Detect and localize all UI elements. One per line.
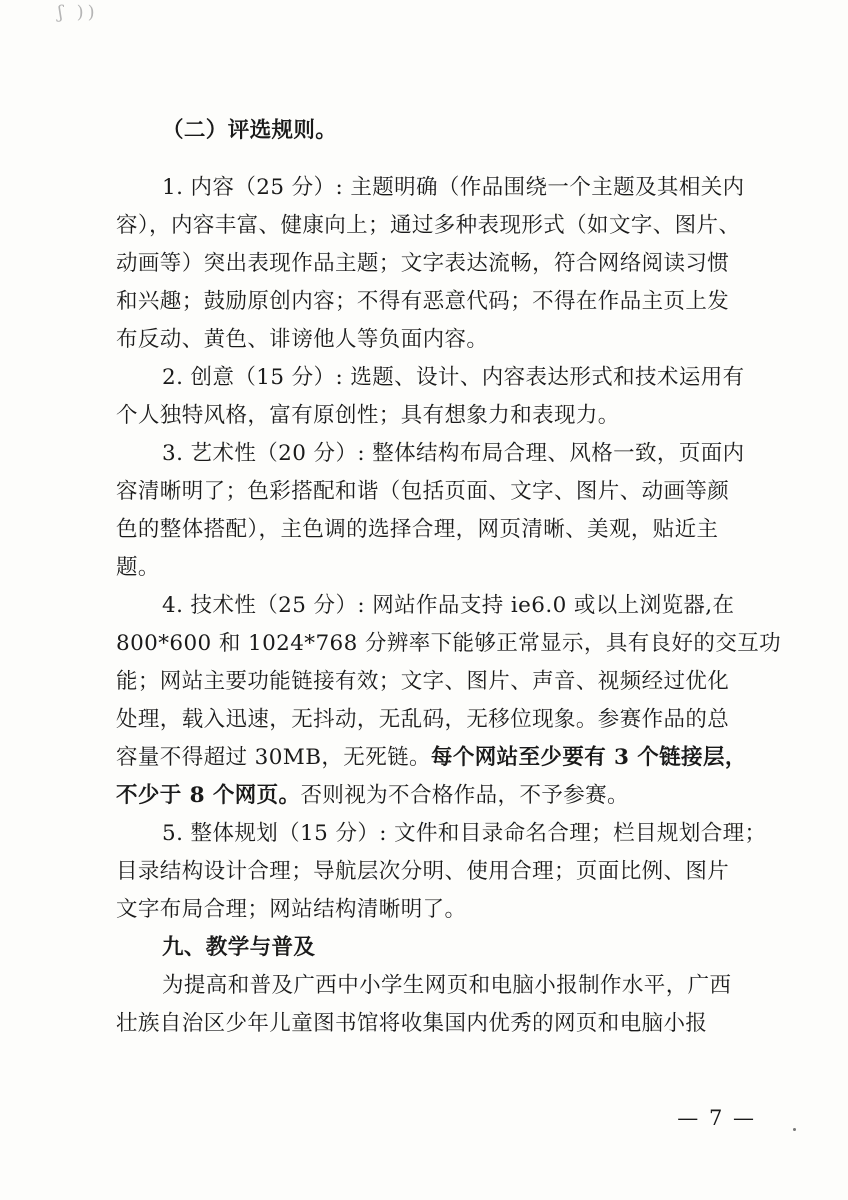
rule-creativity (116, 359, 766, 435)
paragraph-line-mixed (116, 777, 766, 815)
paragraph-line: 4. 技术性（25 分）: 网站作品支持 ie6.0 或以上浏览器,在 (162, 593, 735, 618)
rule-artistry (116, 435, 766, 587)
paragraph-line: 容清晰明了；色彩搭配和谐（包括页面、文字、图片、动画等颜 (116, 479, 730, 504)
paragraph-line: 能；网站主要功能链接有效；文字、图片、声音、视频经过优化 (116, 669, 730, 694)
paragraph-line: 壮族自治区少年儿童图书馆将收集国内优秀的网页和电脑小报 (116, 1011, 708, 1036)
paragraph-line: 为提高和普及广西中小学生网页和电脑小报制作水平，广西 (162, 973, 732, 998)
page-number: — 7 — (677, 1106, 756, 1130)
paragraph-line: 容），内容丰富、健康向上；通过多种表现形式（如文字、图片、 (116, 213, 741, 238)
section-nine-paragraph (116, 967, 766, 1043)
document-body (116, 112, 782, 1043)
rule-planning (116, 815, 766, 929)
paragraph-line: 3. 艺术性（20 分）: 整体结构布局合理、风格一致，页面内 (162, 441, 745, 466)
paragraph-line: 个人独特风格，富有原创性；具有想象力和表现力。 (116, 403, 620, 428)
plain-text: 容量不得超过 30MB，无死链。 (116, 745, 431, 770)
paragraph-line: 动画等）突出表现作品主题；文字表达流畅，符合网络阅读习惯 (116, 251, 730, 276)
paragraph-line: 2. 创意（15 分）: 选题、设计、内容表达形式和技术运用有 (162, 365, 745, 390)
paragraph-line: 5. 整体规划（15 分）: 文件和目录命名合理；栏目规划合理； (162, 821, 767, 846)
paragraph-line: 处理，载入迅速，无抖动，无乱码，无移位现象。参赛作品的总 (116, 707, 730, 732)
scan-speck (793, 1128, 796, 1131)
paragraph-line: 1. 内容（25 分）: 主题明确（作品围绕一个主题及其相关内 (162, 175, 745, 200)
paragraph-line: 文字布局合理；网站结构清晰明了。 (116, 897, 467, 922)
bold-requirement: 每个网站至少要有 3 个链接层， (430, 745, 747, 770)
section-heading: （二）评选规则。 (162, 118, 338, 143)
rule-technical (116, 587, 782, 815)
section-nine-heading: 九、教学与普及 (162, 935, 316, 960)
paragraph-line: 800*600 和 1024*768 分辨率下能够正常显示，具有良好的交互功 (116, 631, 782, 656)
paragraph-line: 题。 (116, 555, 160, 580)
plain-text: 否则视为不合格作品，不予参赛。 (300, 783, 629, 808)
rule-content (116, 169, 766, 359)
paragraph-line: 布反动、黄色、诽谤他人等负面内容。 (116, 327, 489, 352)
scan-artifact: ʃ )) (58, 2, 99, 23)
bold-requirement: 不少于 8 个网页。 (116, 783, 301, 808)
paragraph-line: 色的整体搭配），主色调的选择合理，网页清晰、美观，贴近主 (116, 517, 719, 542)
paragraph-line: 和兴趣；鼓励原创内容；不得有恶意代码；不得在作品主页上发 (116, 289, 730, 314)
paragraph-line-mixed (116, 739, 766, 777)
paragraph-line: 目录结构设计合理；导航层次分明、使用合理；页面比例、图片 (116, 859, 730, 884)
